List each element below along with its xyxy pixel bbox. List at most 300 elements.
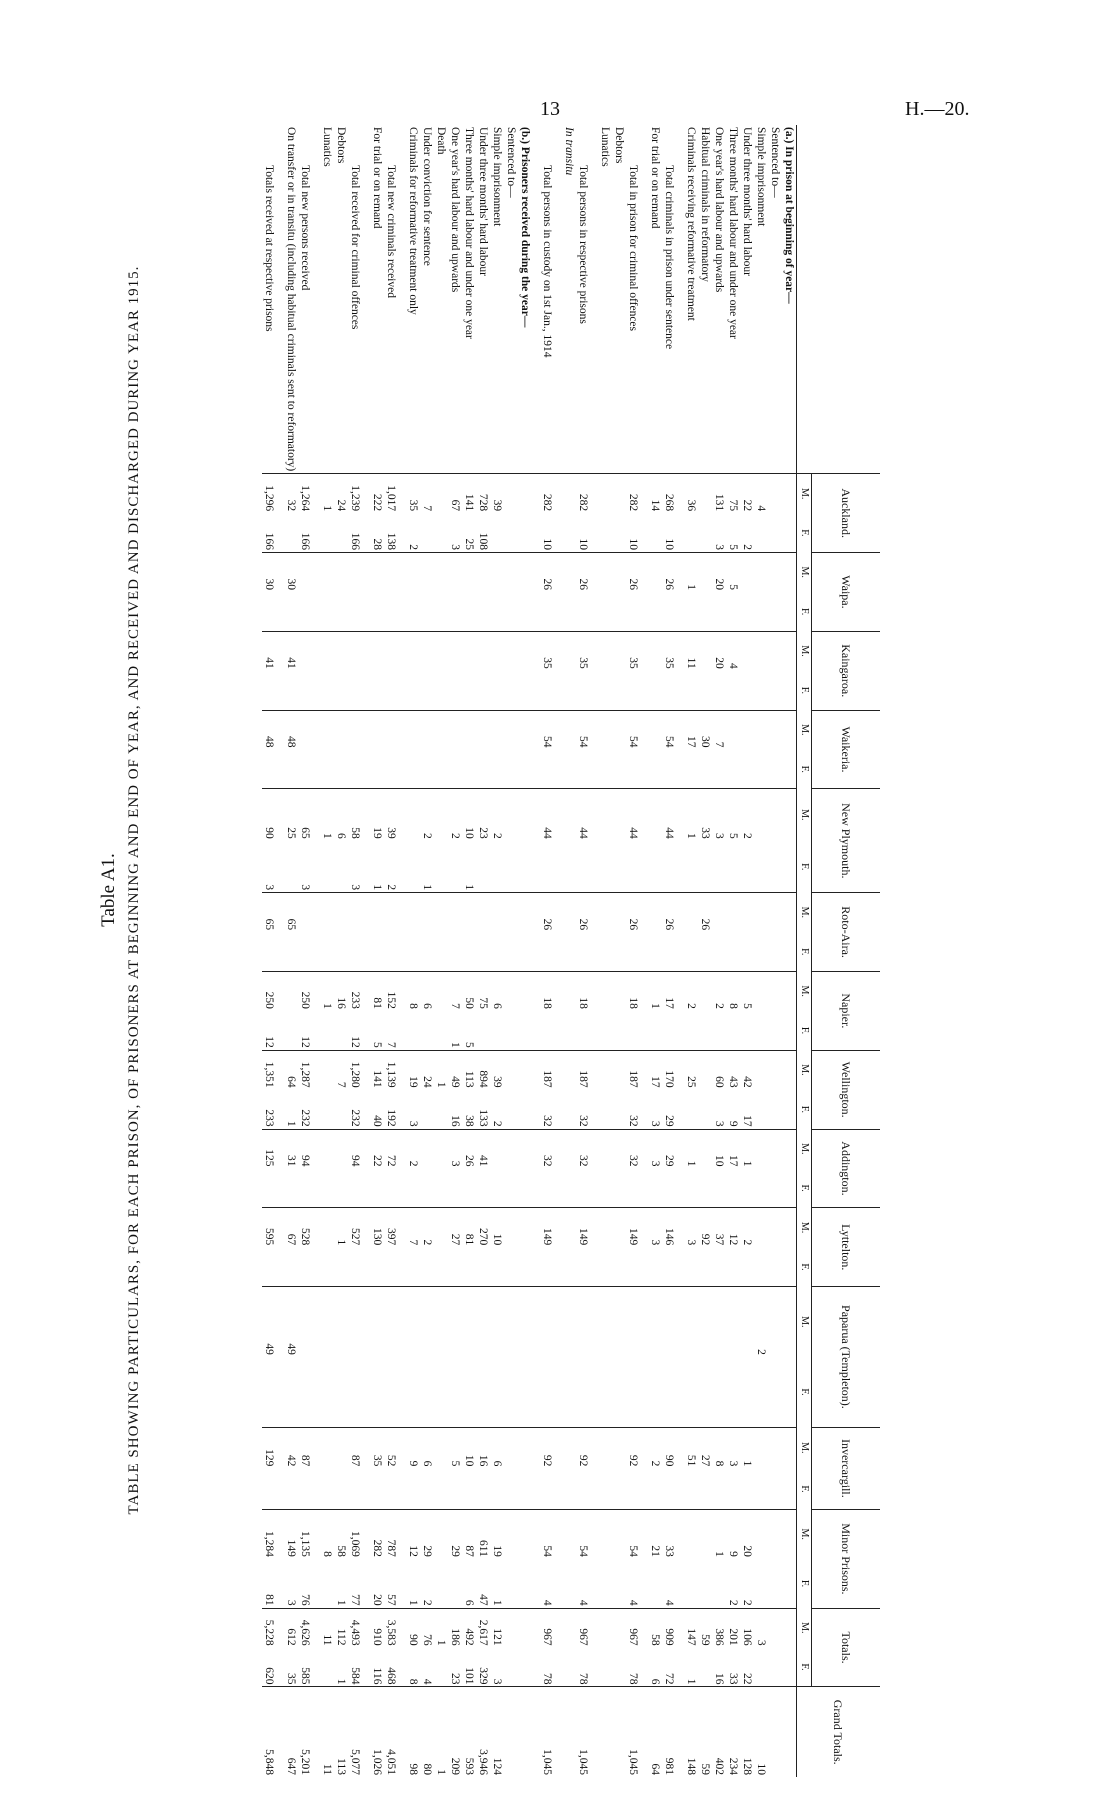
table-cell	[348, 750, 362, 789]
table-cell	[562, 893, 576, 932]
table-cell	[590, 1011, 598, 1050]
table-cell: 33	[662, 1510, 676, 1559]
prison-header: Invercargill.	[812, 1427, 881, 1509]
table-cell	[384, 893, 398, 932]
table-cell: 8	[406, 971, 420, 1010]
row-label: Lunatics	[321, 127, 333, 167]
table-row	[612, 125, 626, 1777]
table-cell	[590, 1608, 598, 1647]
table-cell: 54	[540, 710, 554, 749]
table-cell	[684, 1287, 698, 1357]
table-cell	[768, 1687, 782, 1777]
table-cell	[312, 1608, 320, 1647]
table-cell	[662, 1357, 676, 1427]
table-cell	[676, 1468, 684, 1509]
table-cell	[782, 789, 797, 841]
table-cell	[598, 1050, 612, 1089]
table-cell	[532, 1427, 540, 1468]
table-cell	[612, 710, 626, 749]
table-cell	[562, 1510, 576, 1559]
table-cell	[420, 1168, 434, 1207]
table-cell	[362, 671, 370, 710]
table-cell	[768, 1247, 782, 1286]
table-cell	[612, 1050, 626, 1089]
table-cell	[384, 1247, 398, 1286]
table-cell	[298, 553, 312, 592]
table-cell	[370, 893, 384, 932]
sex-label: F.	[797, 932, 812, 971]
table-cell	[334, 710, 348, 749]
table-cell	[406, 841, 420, 893]
table-cell	[276, 631, 284, 670]
table-cell	[648, 841, 662, 893]
table-cell	[348, 631, 362, 670]
table-cell	[640, 513, 648, 552]
table-cell	[476, 631, 490, 670]
table-cell	[462, 1468, 476, 1509]
table-cell	[370, 750, 384, 789]
table-row	[640, 125, 648, 1777]
table-cell	[384, 932, 398, 971]
page-number: 13	[540, 98, 560, 120]
table-cell	[676, 893, 684, 932]
table-cell	[640, 1208, 648, 1247]
table-cell: 894	[476, 1050, 490, 1089]
table-cell: 147	[684, 1608, 698, 1647]
table-cell	[676, 1559, 684, 1608]
table-cell	[434, 671, 448, 710]
table-cell: 33	[698, 789, 712, 841]
table-cell	[276, 750, 284, 789]
table-cell	[476, 1468, 490, 1509]
table-cell	[554, 1168, 562, 1207]
table-cell	[298, 1357, 312, 1427]
table-cell	[284, 671, 298, 710]
prison-header: Lyttelton.	[812, 1208, 881, 1287]
table-cell: 87	[348, 1427, 362, 1468]
table-cell	[576, 750, 590, 789]
table-cell	[754, 750, 768, 789]
table-cell	[518, 1427, 532, 1468]
table-cell	[448, 671, 462, 710]
table-cell	[598, 1648, 612, 1687]
table-cell: 20	[712, 553, 726, 592]
sex-label: F.	[797, 1559, 812, 1608]
table-cell	[276, 553, 284, 592]
table-cell	[420, 710, 434, 749]
table-cell: 222	[370, 474, 384, 513]
table-cell: 1	[684, 1129, 698, 1168]
table-cell	[334, 1168, 348, 1207]
table-cell: 16	[449, 1115, 461, 1127]
table-cell	[434, 1129, 448, 1168]
table-row	[384, 125, 398, 1777]
row-label: Debtors	[613, 127, 625, 164]
sex-label: M.	[797, 1050, 812, 1089]
table-cell: 17	[648, 1050, 662, 1089]
table-cell	[476, 671, 490, 710]
table-cell	[676, 1011, 684, 1050]
table-cell	[554, 474, 562, 513]
table-cell	[518, 1011, 532, 1050]
table-cell	[768, 710, 782, 749]
table-cell	[518, 1129, 532, 1168]
table-cell	[462, 932, 476, 971]
table-name: Table A1.	[98, 853, 119, 927]
table-cell: 3	[648, 1208, 662, 1247]
table-cell	[554, 1427, 562, 1468]
table-cell: 17	[726, 1129, 740, 1168]
table-cell	[406, 592, 420, 631]
sex-label: F.	[797, 1648, 812, 1687]
table-cell: 81	[370, 971, 384, 1010]
table-cell	[576, 1011, 590, 1050]
table-cell	[312, 553, 320, 592]
table-cell	[312, 932, 320, 971]
table-cell: 26	[698, 893, 712, 932]
table-cell: 1	[434, 1687, 448, 1777]
table-cell	[312, 592, 320, 631]
table-cell	[434, 841, 448, 893]
table-cell	[662, 1468, 676, 1509]
table-cell	[504, 1168, 518, 1207]
table-cell	[320, 1559, 334, 1608]
table-cell: 4,493	[348, 1608, 362, 1647]
table-cell	[698, 474, 712, 513]
table-cell	[726, 710, 740, 749]
table-cell	[554, 1208, 562, 1247]
table-cell: 39	[384, 789, 398, 841]
table-cell: 26	[540, 553, 554, 592]
table-cell: 54	[576, 710, 590, 749]
table-cell	[490, 1287, 504, 1357]
table-cell	[476, 1011, 490, 1050]
table-cell	[284, 592, 298, 631]
table-cell: 3	[726, 1427, 740, 1468]
table-cell: 1	[463, 884, 475, 891]
table-cell: 232	[349, 1109, 361, 1127]
table-cell	[554, 932, 562, 971]
table-cell	[554, 710, 562, 749]
table-cell	[676, 841, 684, 893]
table-cell	[740, 893, 754, 932]
table-cell	[676, 1648, 684, 1687]
table-cell	[320, 1648, 334, 1687]
table-cell	[518, 1208, 532, 1247]
row-label: One year's hard labour and upwards	[713, 127, 725, 293]
table-cell: 4	[726, 631, 740, 670]
table-cell: 10	[627, 538, 639, 551]
table-cell: 397	[384, 1208, 398, 1247]
table-cell: 26	[576, 893, 590, 932]
table-cell	[768, 841, 782, 893]
table-cell	[754, 1011, 768, 1050]
table-cell	[462, 750, 476, 789]
table-cell: 59	[698, 1608, 712, 1647]
table-cell	[406, 1287, 420, 1357]
table-cell	[640, 1050, 648, 1089]
table-cell: 44	[576, 789, 590, 841]
table-cell: 25	[684, 1050, 698, 1089]
table-cell: 130	[370, 1208, 384, 1247]
table-cell	[662, 1247, 676, 1286]
table-cell	[648, 789, 662, 841]
table-cell: 8	[726, 971, 740, 1010]
table-cell	[540, 750, 554, 789]
table-cell	[554, 1648, 562, 1687]
table-cell	[276, 1208, 284, 1247]
table-cell	[518, 1608, 532, 1647]
table-cell: 232	[299, 1109, 311, 1127]
table-cell	[284, 1468, 298, 1509]
table-cell	[334, 1287, 348, 1357]
table-cell: 5	[371, 1041, 383, 1048]
table-cell	[640, 1287, 648, 1357]
table-cell	[726, 671, 740, 710]
table-cell	[384, 1287, 398, 1357]
table-cell	[384, 1357, 398, 1427]
table-cell	[562, 1011, 576, 1050]
table-row	[448, 125, 462, 1777]
table-cell	[362, 1011, 370, 1050]
table-cell: 967	[540, 1608, 554, 1647]
table-cell	[320, 1427, 334, 1468]
sex-label: F.	[797, 592, 812, 631]
table-cell: 37	[712, 1208, 726, 1247]
table-cell	[726, 1357, 740, 1427]
sex-label: F.	[797, 841, 812, 893]
table-cell	[398, 1357, 406, 1427]
row-label	[362, 125, 370, 474]
table-cell	[684, 1559, 698, 1608]
table-cell	[362, 1427, 370, 1468]
table-cell	[320, 1168, 334, 1207]
table-cell: 2	[741, 1599, 753, 1606]
table-cell	[740, 750, 754, 789]
row-label: Three months' hard labour and under one year	[463, 127, 475, 339]
table-cell	[590, 1648, 598, 1687]
table-cell	[434, 553, 448, 592]
table-cell	[398, 1468, 406, 1509]
table-cell: 35	[662, 631, 676, 670]
table-cell	[434, 971, 448, 1010]
table-cell	[406, 1168, 420, 1207]
table-cell: 42	[740, 1050, 754, 1089]
table-cell: 29	[448, 1510, 462, 1559]
table-row	[518, 125, 532, 1777]
table-cell	[462, 1357, 476, 1427]
table-cell	[504, 553, 518, 592]
table-cell	[612, 513, 626, 552]
table-cell	[370, 592, 384, 631]
table-cell	[276, 592, 284, 631]
row-label: Under three months' hard labour	[741, 127, 753, 276]
table-cell	[640, 1090, 648, 1129]
table-cell: 64	[284, 1050, 298, 1089]
table-cell	[384, 631, 398, 670]
table-cell	[612, 671, 626, 710]
table-cell: 10	[754, 1687, 768, 1777]
table-cell	[712, 671, 726, 710]
table-cell: 1	[740, 1129, 754, 1168]
table-cell: 149	[540, 1208, 554, 1247]
table-cell: 5,201	[298, 1687, 312, 1777]
table-cell	[782, 1468, 797, 1509]
table-cell: 149	[576, 1208, 590, 1247]
table-cell	[406, 1357, 420, 1427]
table-cell	[782, 1287, 797, 1357]
table-cell	[740, 1011, 754, 1050]
table-cell	[434, 1468, 448, 1509]
table-cell	[504, 1687, 518, 1777]
table-cell	[262, 1468, 276, 1509]
table-cell	[320, 1287, 334, 1357]
table-cell	[712, 841, 726, 893]
table-cell	[782, 750, 797, 789]
table-cell	[406, 750, 420, 789]
row-label	[590, 125, 598, 474]
table-cell	[398, 1427, 406, 1468]
table-cell: 2	[385, 884, 397, 891]
table-cell	[612, 841, 626, 893]
table-cell	[554, 513, 562, 552]
table-cell	[504, 1427, 518, 1468]
table-cell: 612	[284, 1608, 298, 1647]
table-cell	[490, 1168, 504, 1207]
table-cell: 1,284	[262, 1510, 276, 1559]
table-cell	[420, 553, 434, 592]
table-cell: 4	[627, 1599, 639, 1606]
table-row	[648, 125, 662, 1777]
table-cell	[598, 789, 612, 841]
table-cell	[726, 1011, 740, 1050]
table-cell	[490, 1011, 504, 1050]
table-cell	[676, 1287, 684, 1357]
table-cell: 54	[540, 1510, 554, 1559]
table-cell	[754, 841, 768, 893]
table-cell: 1,045	[540, 1687, 554, 1777]
table-cell: 18	[626, 971, 640, 1010]
table-cell	[348, 671, 362, 710]
table-cell	[640, 1510, 648, 1559]
row-label: Sentenced to—	[769, 127, 781, 198]
table-cell	[576, 841, 590, 893]
table-cell	[590, 1559, 598, 1608]
table-row	[320, 125, 334, 1777]
table-cell	[320, 893, 334, 932]
table-cell	[554, 971, 562, 1010]
table-cell: 141	[462, 474, 476, 513]
table-cell	[590, 971, 598, 1010]
table-cell	[362, 971, 370, 1010]
table-cell	[476, 1168, 490, 1207]
table-cell	[532, 932, 540, 971]
table-cell: 23	[476, 789, 490, 841]
table-cell	[518, 841, 532, 893]
table-cell	[598, 750, 612, 789]
table-row	[782, 125, 797, 1777]
table-cell	[612, 893, 626, 932]
table-cell	[504, 1208, 518, 1247]
table-cell	[370, 553, 384, 592]
table-cell: 32	[576, 1129, 590, 1168]
table-cell	[712, 893, 726, 932]
table-cell	[676, 592, 684, 631]
table-cell: 35	[285, 1672, 297, 1685]
table-cell	[462, 1168, 476, 1207]
table-cell	[362, 1287, 370, 1357]
table-cell	[590, 1468, 598, 1509]
sex-label: M.	[797, 971, 812, 1010]
table-cell	[562, 1247, 576, 1286]
table-cell: 41	[284, 631, 298, 670]
sex-label: M.	[797, 710, 812, 749]
table-cell: 41	[262, 631, 276, 670]
rotated-table-container	[140, 125, 880, 1777]
table-cell	[348, 1468, 362, 1509]
table-cell: 3	[713, 1120, 725, 1127]
row-label: Totals received at respective prisons	[263, 165, 275, 332]
table-cell	[490, 513, 504, 552]
table-cell	[562, 1608, 576, 1647]
table-cell	[276, 1050, 284, 1089]
table-row	[554, 125, 562, 1777]
table-cell	[448, 1559, 462, 1608]
table-cell	[640, 631, 648, 670]
table-cell	[562, 671, 576, 710]
table-cell: 5,077	[348, 1687, 362, 1777]
row-label	[676, 125, 684, 474]
table-cell	[768, 893, 782, 932]
table-cell	[276, 1427, 284, 1468]
table-cell: 26	[626, 553, 640, 592]
table-cell	[612, 1208, 626, 1247]
table-cell: 11	[320, 1687, 334, 1777]
table-cell	[754, 1050, 768, 1089]
table-cell	[768, 1559, 782, 1608]
table-cell	[640, 789, 648, 841]
table-cell: 2	[420, 1208, 434, 1247]
prison-header: Paparua (Templeton).	[812, 1287, 881, 1428]
table-cell	[590, 592, 598, 631]
table-cell	[370, 1357, 384, 1427]
table-row	[540, 125, 554, 1777]
table-cell	[398, 1247, 406, 1286]
table-cell: 234	[726, 1687, 740, 1777]
table-cell	[554, 1129, 562, 1168]
table-cell	[434, 631, 448, 670]
table-cell: 24	[334, 474, 348, 513]
table-cell: 647	[284, 1687, 298, 1777]
table-cell	[532, 1608, 540, 1647]
table-cell	[448, 553, 462, 592]
table-cell: 18	[576, 971, 590, 1010]
table-cell: 16	[713, 1672, 725, 1685]
table-row	[276, 125, 284, 1777]
table-cell	[518, 1687, 532, 1777]
table-cell: 52	[384, 1427, 398, 1468]
table-cell	[782, 893, 797, 932]
table-cell	[698, 631, 712, 670]
table-cell	[562, 1129, 576, 1168]
table-cell	[276, 893, 284, 932]
table-cell	[298, 1468, 312, 1509]
table-cell: 39	[490, 1050, 504, 1089]
table-cell: 201	[726, 1608, 740, 1647]
table-cell	[420, 513, 434, 552]
table-cell: 1	[449, 1041, 461, 1048]
table-cell	[662, 750, 676, 789]
